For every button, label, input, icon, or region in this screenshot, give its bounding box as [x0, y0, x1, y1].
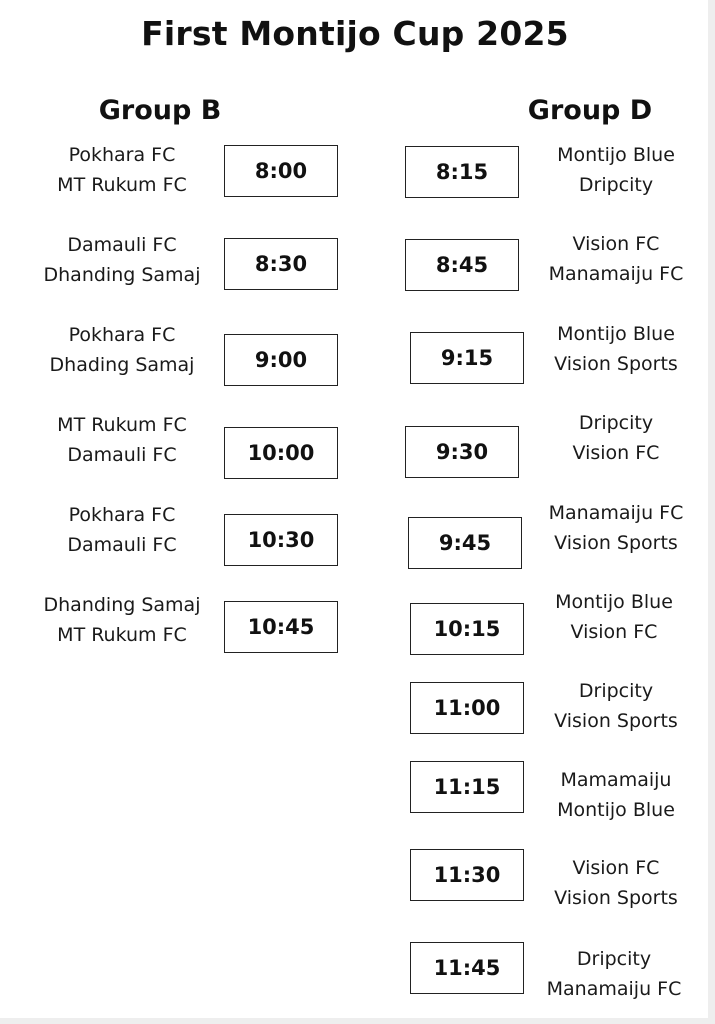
- team-away: Dhading Samaj: [49, 354, 195, 376]
- group-b-match-2-teams: [22, 230, 222, 290]
- group-d-match-5-teams: [516, 498, 715, 558]
- group-b-match-3-teams: [22, 320, 222, 380]
- group-b-match-5-time: 10:30: [224, 514, 338, 566]
- group-b-heading: Group B: [98, 95, 222, 126]
- team-away: Vision FC: [572, 442, 660, 464]
- group-d-match-6-time: 10:15: [410, 603, 524, 655]
- group-d-match-2-teams: [516, 229, 715, 289]
- team-home: Mamamaiju: [560, 769, 672, 791]
- group-d-match-9-teams: [516, 853, 715, 913]
- team-away: MT Rukum FC: [57, 624, 187, 646]
- group-d-match-3-teams: [516, 319, 715, 379]
- team-away: Manamaiju FC: [546, 978, 682, 1000]
- team-away: Vision Sports: [554, 887, 678, 909]
- team-home: Pokhara FC: [68, 144, 176, 166]
- team-home: Vision FC: [572, 233, 660, 255]
- team-away: Damauli FC: [67, 534, 177, 556]
- team-away: Vision FC: [570, 621, 658, 643]
- team-home: Manamaiju FC: [548, 502, 684, 524]
- team-home: Damauli FC: [67, 234, 177, 256]
- group-b-match-1-teams: [22, 140, 222, 200]
- team-home: Dripcity: [576, 948, 652, 970]
- group-d-match-4-time: 9:30: [405, 426, 519, 478]
- team-away: Dhanding Samaj: [43, 264, 201, 286]
- group-d-match-1-teams: [516, 140, 715, 200]
- group-d-match-8-teams: [516, 765, 715, 825]
- team-away: Vision Sports: [554, 532, 678, 554]
- group-d-match-10-time: 11:45: [410, 942, 524, 994]
- team-home: Dripcity: [578, 680, 654, 702]
- team-home: MT Rukum FC: [57, 414, 187, 436]
- group-b-match-6-teams: [22, 590, 222, 650]
- group-b-match-4-teams: [22, 410, 222, 470]
- group-d-match-2-time: 8:45: [405, 239, 519, 291]
- group-b-match-6-time: 10:45: [224, 601, 338, 653]
- group-d-match-1-time: 8:15: [405, 146, 519, 198]
- team-away: Manamaiju FC: [548, 263, 684, 285]
- group-b-match-4-time: 10:00: [224, 427, 338, 479]
- team-away: Vision Sports: [554, 710, 678, 732]
- group-d-match-7-time: 11:00: [410, 682, 524, 734]
- page-title: First Montijo Cup 2025: [141, 14, 569, 53]
- team-away: Montijo Blue: [557, 799, 675, 821]
- group-b-match-3-time: 9:00: [224, 334, 338, 386]
- group-d-match-4-teams: [516, 408, 715, 468]
- team-home: Montijo Blue: [557, 323, 675, 345]
- team-home: Vision FC: [572, 857, 660, 879]
- team-away: Damauli FC: [67, 444, 177, 466]
- team-home: Pokhara FC: [68, 504, 176, 526]
- group-d-match-7-teams: [516, 676, 715, 736]
- group-d-match-9-time: 11:30: [410, 849, 524, 901]
- team-home: Montijo Blue: [557, 144, 675, 166]
- group-b-match-5-teams: [22, 500, 222, 560]
- group-b-match-2-time: 8:30: [224, 238, 338, 290]
- team-home: Pokhara FC: [68, 324, 176, 346]
- group-d-match-3-time: 9:15: [410, 332, 524, 384]
- group-d-heading: Group D: [527, 95, 653, 126]
- team-away: Vision Sports: [554, 353, 678, 375]
- team-home: Dripcity: [578, 412, 654, 434]
- group-d-match-6-teams: [514, 587, 714, 647]
- group-b-match-1-time: 8:00: [224, 145, 338, 197]
- group-d-match-8-time: 11:15: [410, 761, 524, 813]
- team-away: Dripcity: [578, 174, 654, 196]
- group-d-match-10-teams: [514, 944, 714, 1004]
- team-home: Dhanding Samaj: [43, 594, 201, 616]
- group-d-match-5-time: 9:45: [408, 517, 522, 569]
- team-away: MT Rukum FC: [57, 174, 187, 196]
- team-home: Montijo Blue: [555, 591, 673, 613]
